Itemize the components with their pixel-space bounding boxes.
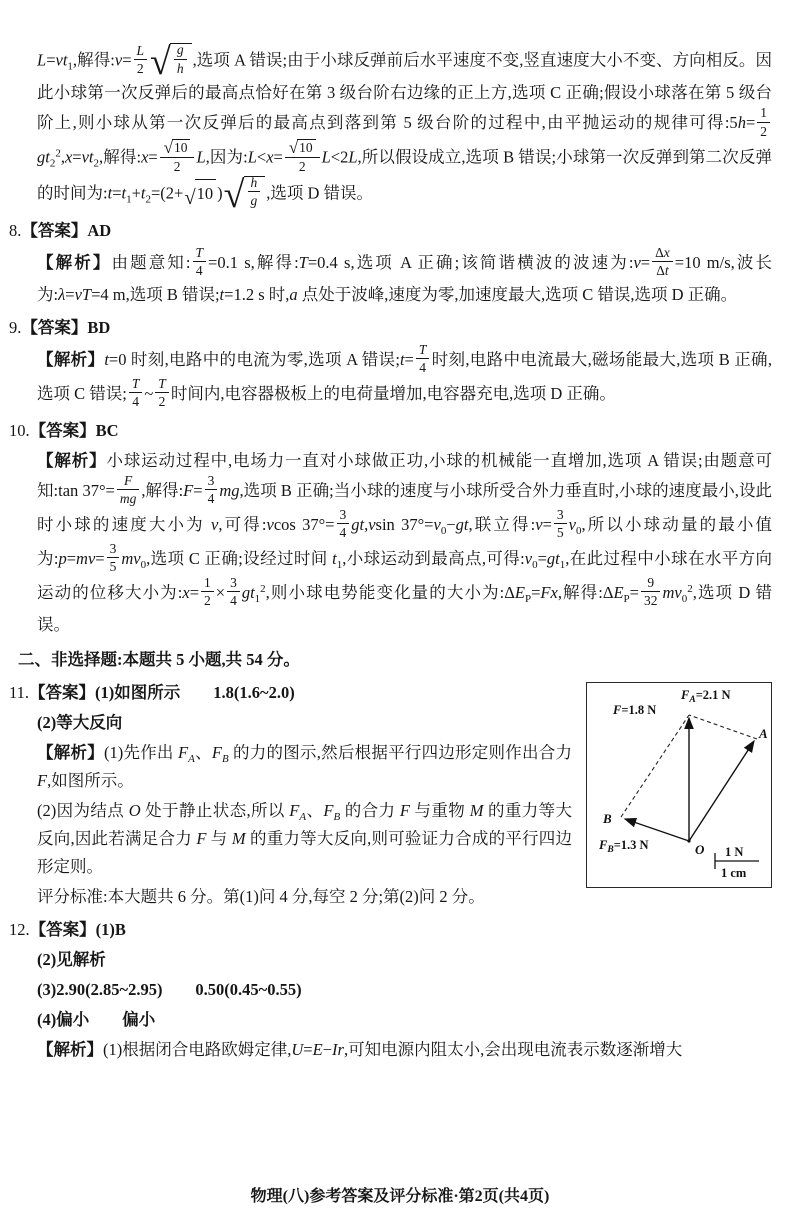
f-label: F=1.8 N [613,702,657,717]
point-o-label: O [695,841,705,857]
q11-answer-line-2: (2)等大反向 [37,712,123,732]
fb-label: $F_B=1.3$ N [599,837,649,855]
section-2-heading: 二、非选择题:本题共 5 小题,共 54 分。 [18,649,300,669]
parallelogram-side-from-a [689,715,757,739]
force-diagram-figure [586,682,772,888]
fa-label: $F_A=2.1$ N [681,687,731,705]
point-a-label: A [759,725,768,741]
scale-top-label: 1 N [725,844,744,859]
q9-explanation: 【解析】t=0 时刻,电路中的电流为零,选项 A 错误;t= $\frac{T}{4}$ 时刻,电路中电流最大,磁场能最大,选项 B 正确,选项 C 错误; $\frac{T}{4}$ ~ $\frac{T}{2}$ 时间内,电容器极板上的电荷量增加,电容器充电,选项 D 正确。 [37,341,772,410]
q9-answer-line: 9.【答案】BD [9,317,111,337]
answer-key-content [9,40,773,1066]
q10-explanation: 【解析】小球运动过程中,电场力一直对小球做正功,小球的机械能一直增加,选项 A 错误;由题意可知:tan 37°= $\frac{F}{mg}$ ,解得:F= $\frac{3}{4}$ mg,选项 B 正确;当小球的速度与小球所受合外力垂直时,小球的速度最小,设此时小球的速度大小为 v,可得:vcos 37°= $\frac{3}{4}$ gt,vsin $37^\circ=v_0-gt$,联立得:v= $\frac{3}{5}$ $v_0$,所以小球动量的最小值为:p=mv= $\frac{3}{5}$ $mv_0$,选项 C 正确;设经过时间 $t_1$,小球运动到最高点,可得$:v_0=gt_1$,在此过程中小球在水平方向运动的位移大小为:x= $\frac{1}{2}$ × $\frac{3}{4}$ $gt_1^2$,则小球电势能变化量的大小为$:\Delta E_P=Fx$,解得$:\Delta E_P=$ $\frac{9}{32}$ $mv_0^2$,选项 D 错误。 [37,450,773,634]
q7-explanation-continued: $L=vt_1$,解得:v= $\frac{L}{2}$ √ $\frac{g}{h}$ ,选项 A 错误;由于小球反弹前后水平速度不变,竖直速度大小不变、方向相反。因此小球第一次反弹后的最高点恰好在第 3 级台阶右边缘的正上方,选项 C 正确;假设小球落在第 5 级台阶上,则小球从第一次反弹后的最高点到落到第 5 级台阶的过程中,由平抛运动的规律可得:5h= $\frac{1}{2}$ $gt_2^2,x=vt_2$,解得:x= √ 10 2 L,因为:L<x= √ 10 2 L<2L,所以假设成立,选项 B 错误;小球第一次反弹到第二次反弹的时间为$:t=t_1+t_2=(2+$ √ 10 ) √ $\frac{h}{g}$ ,选项 D 错误。 [37,40,772,216]
q11-explanation-1: 【解析】(1)先作出 $F_A$、$F_B$ 的力的图示,然后根据平行四边形定则作出合力 F,如图所示。 [37,742,573,790]
q12-explanation: 【解析】(1)根据闭合电路欧姆定律,U=E−Ir,可知电源内阻太小,会出现电流表示数逐渐增大 [37,1039,683,1059]
q12-answer-line-4: (4)偏小 偏小 [37,1009,156,1029]
q12-answer-line-3: (3)2.90(2.85~2.95) 0.50(0.45~0.55) [37,979,302,999]
q8-explanation: 【解析】由题意知: $\frac{T}{4}$ =0.1 s,解得:T=0.4 s,选项 A 正确;该简谐横波的波速为:v= $\frac{\Delta x}{\Delta t}$ =10 m/s,波长为:λ=vT=4 m,选项 B 错误;t=1.2 s 时,a 点处于波峰,速度为零,加速度最大,选项 C 错误,选项 D 正确。 [37,244,773,304]
page-footer: 物理(八)参考答案及评分标准·第2页(共4页) [250,1188,550,1205]
point-b-label: B [603,810,612,826]
q11-explanation-2: (2)因为结点 O 处于静止状态,所以 $F_A$、$F_B$ 的合力 F 与重物 M 的重力等大反向,因此若满足合力 F 与 M 的重力等大反向,则可验证力合成的平行四边形定则。 [37,800,573,876]
q10-answer-line: 10.【答案】BC [9,420,119,440]
q8-answer-line: 8.【答案】AD [9,220,112,240]
point-o-dot [687,839,690,842]
q11-scoring-standard: 评分标准:本大题共 6 分。第(1)问 4 分,每空 2 分;第(2)问 2 分。 [37,886,485,906]
q12-answer-line-2: (2)见解析 [37,949,106,969]
q12-answer-line-1: 12.【答案】(1)B [9,919,126,939]
q11-block [9,679,772,911]
scale-bottom-label: 1 cm [721,865,747,880]
fa-vector-arrow [689,741,754,841]
force-diagram-svg [587,683,771,887]
parallelogram-side-from-b [621,715,689,817]
q11-answer-line-1: 11.【答案】(1)如图所示 1.8(1.6~2.0) [9,682,295,702]
